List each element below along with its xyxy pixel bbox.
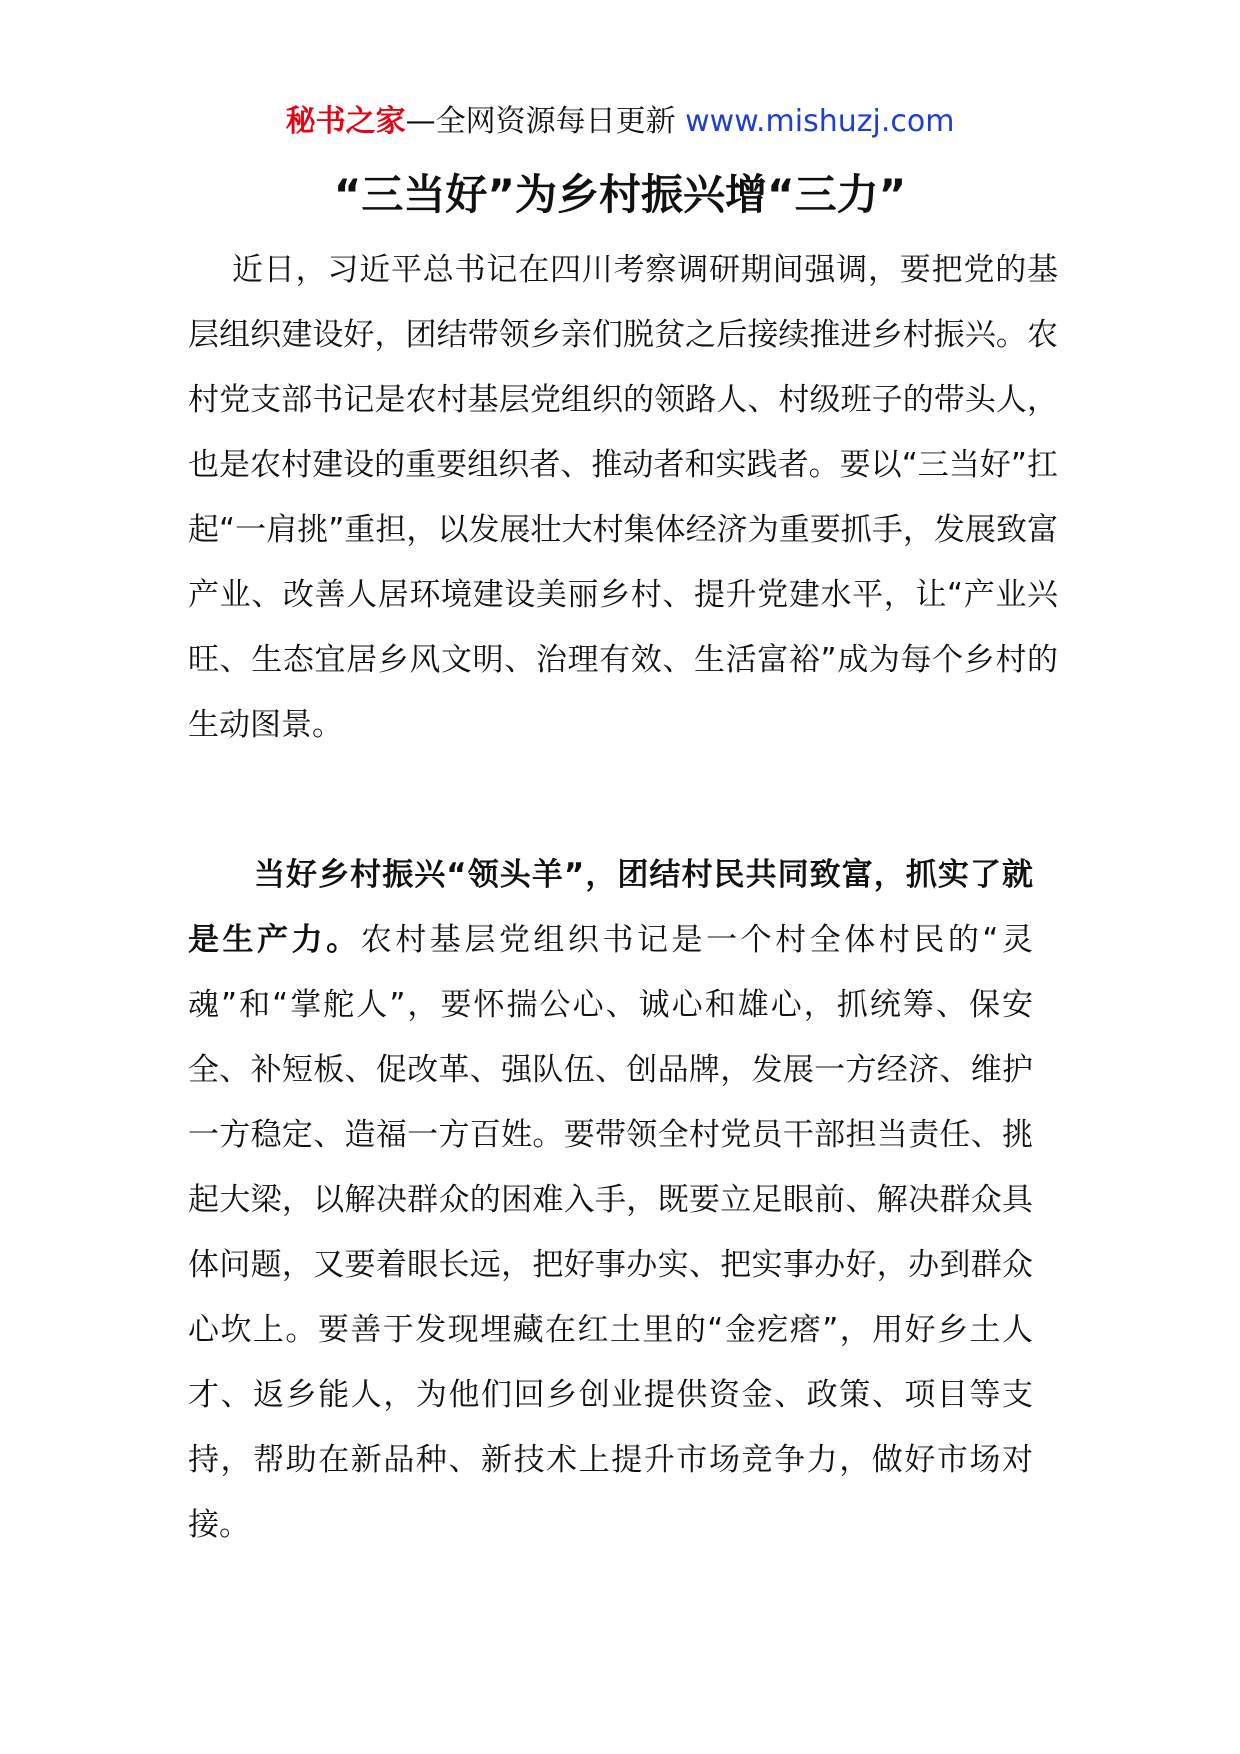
paragraph-1 (188, 238, 1058, 758)
document-title: “三当好”为乡村振兴增“三力” (333, 170, 907, 219)
paragraph-1-text: 近日，习近平总书记在四川考察调研期间强调，要把党的基层组织建设好，团结带领乡亲们脱贫之后接续推进乡村振兴。农村党支部书记是农村基层党组织的领路人、村级班子的带头人，也是农村建设的重要组织者、推动者和实践者。要以“三当好”扛起“一肩挑”重担，以发展壮大村集体经济为重要抓手，发展致富产业、改善人居环境建设美丽乡村、提升党建水平，让“产业兴旺、生态宜居乡风文明、治理有效、生活富裕”成为每个乡村的生动图景。 (188, 252, 1058, 743)
paragraph-2-lead: 当好乡村振兴“领头羊”，团结村民共同致富，抓实了就是生产力。 (188, 857, 1033, 958)
paragraph-2 (188, 843, 1033, 1558)
site-url-link[interactable]: www.mishuzj.com (685, 104, 955, 139)
header-tagline: —全网资源每日更新 (405, 104, 676, 139)
site-header (0, 100, 1240, 144)
paragraph-2-text: 农村基层党组织书记是一个村全体村民的“灵魂”和“掌舵人”，要怀揣公心、诚心和雄心，抓统筹、保安全、补短板、促改革、强队伍、创品牌，发展一方经济、维护一方稳定、造福一方百姓。要带领全村党员干部担当责任、挑起大梁，以解决群众的困难入手，既要立足眼前、解决群众具体问题，又要着眼长远，把好事办实、把实事办好，办到群众心坎上。要善于发现埋藏在红土里的“金疙瘩”，用好乡土人才、返乡能人，为他们回乡创业提供资金、政策、项目等支持，帮助在新品种、新技术上提升市场竞争力，做好市场对接。 (188, 922, 1034, 1543)
brand-name: 秘书之家 (285, 104, 406, 139)
